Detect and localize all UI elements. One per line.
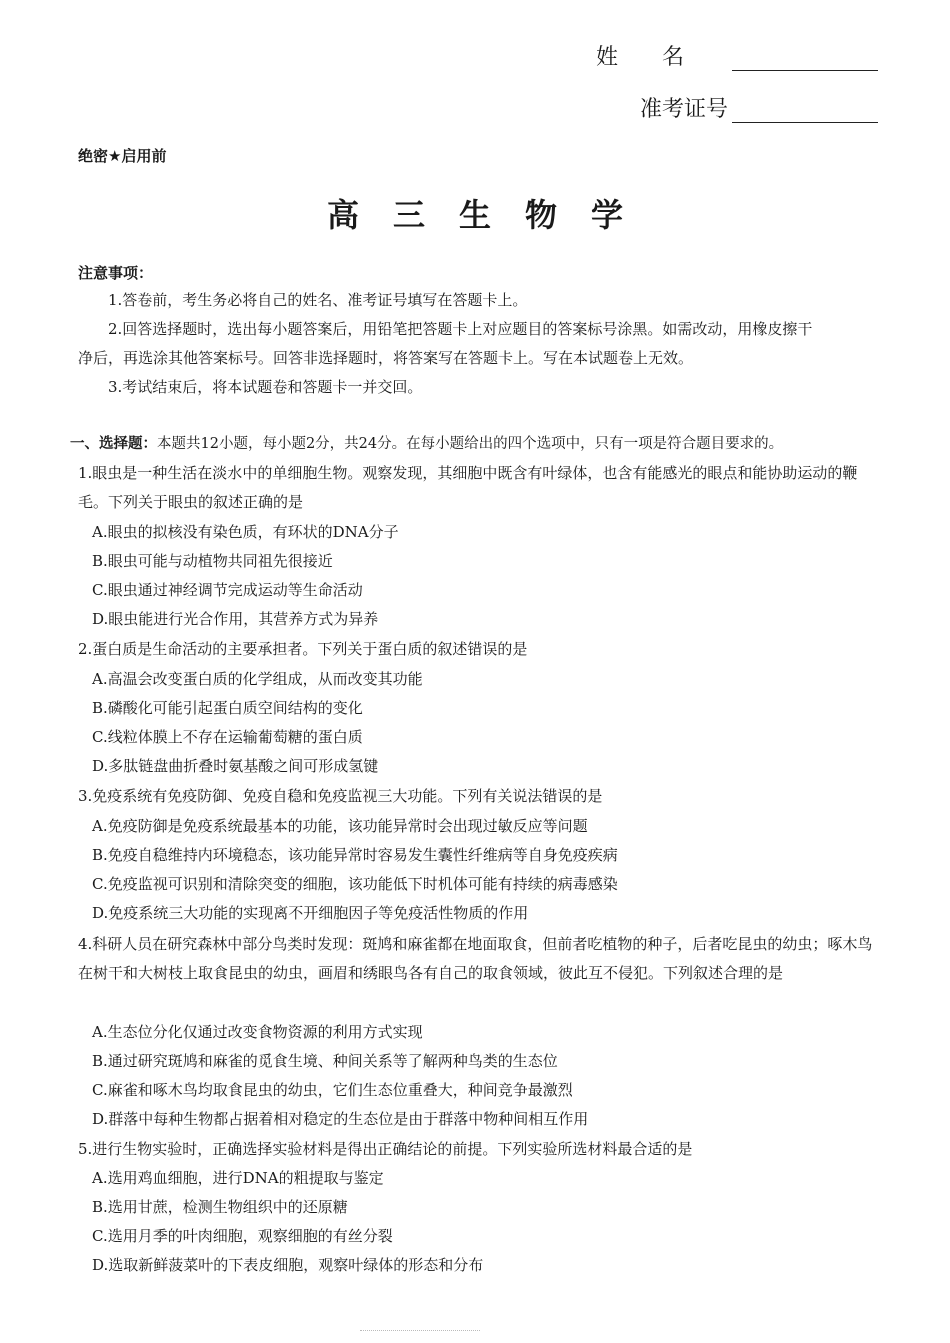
question-option: A.生态位分化仅通过改变食物资源的利用方式实现 bbox=[92, 1023, 423, 1041]
question-option: A.免疫防御是免疫系统最基本的功能，该功能异常时会出现过敏反应等问题 bbox=[92, 817, 588, 835]
notes-heading: 注意事项： bbox=[78, 264, 154, 282]
question-option: B.免疫自稳维持内环境稳态，该功能异常时容易发生囊性纤维病等自身免疫疾病 bbox=[92, 846, 618, 864]
section-description: 本题共12小题，每小题2分，共24分。在每小题给出的四个选项中，只有一项是符合题目要求的。 bbox=[157, 436, 784, 452]
section-heading bbox=[70, 432, 783, 453]
question-option: A.高温会改变蛋白质的化学组成，从而改变其功能 bbox=[92, 670, 423, 688]
note-item: 净后，再选涂其他答案标号。回答非选择题时，将答案写在答题卡上。写在本试题卷上无效。 bbox=[78, 349, 694, 367]
question-option: D.免疫系统三大功能的实现离不开细胞因子等免疫活性物质的作用 bbox=[92, 904, 529, 922]
note-item: 2.回答选择题时，选出每小题答案后，用铅笔把答题卡上对应题目的答案标号涂黑。如需改动，用橡皮擦干 bbox=[108, 320, 813, 338]
question-option: A.选用鸡血细胞，进行DNA的粗提取与鉴定 bbox=[92, 1169, 384, 1187]
question-stem: 1.眼虫是一种生活在淡水中的单细胞生物。观察发现，其细胞中既含有叶绿体，也含有能感光的眼点和能协助运动的鞭毛。下列关于眼虫的叙述正确的是 bbox=[78, 464, 858, 511]
note-item: 3.考试结束后，将本试题卷和答题卡一并交回。 bbox=[108, 378, 423, 396]
question-option: D.多肽链盘曲折叠时氨基酸之间可形成氢键 bbox=[92, 757, 379, 775]
question-option: C.眼虫通过神经调节完成运动等生命活动 bbox=[92, 581, 363, 599]
name-blank-line bbox=[732, 48, 878, 71]
page-footer-mark bbox=[360, 1330, 480, 1337]
question-stem: 4.科研人员在研究森林中部分鸟类时发现：斑鸠和麻雀都在地面取食，但前者吃植物的种子，后者吃昆虫的幼虫；啄木鸟在树干和大树枝上取食昆虫的幼虫，画眉和绣眼鸟各有自己的取食领域，彼此互不侵犯。下列叙述合理的是 bbox=[78, 935, 873, 982]
question-option: B.选用甘蔗，检测生物组织中的还原糖 bbox=[92, 1198, 348, 1216]
question-stem: 2.蛋白质是生命活动的主要承担者。下列关于蛋白质的叙述错误的是 bbox=[78, 640, 528, 658]
confidential-mark: 绝密★启用前 bbox=[78, 147, 167, 165]
name-label: 姓名 bbox=[595, 45, 728, 70]
exam-id-blank-line bbox=[732, 100, 878, 123]
question-option: D.选取新鲜菠菜叶的下表皮细胞，观察叶绿体的形态和分布 bbox=[92, 1256, 484, 1274]
section-title: 一、选择题： bbox=[70, 436, 157, 452]
page-title: 高三生物学 bbox=[326, 196, 657, 234]
question-option: C.选用月季的叶肉细胞，观察细胞的有丝分裂 bbox=[92, 1227, 393, 1245]
question-option: C.免疫监视可识别和清除突变的细胞，该功能低下时机体可能有持续的病毒感染 bbox=[92, 875, 618, 893]
question-option: C.线粒体膜上不存在运输葡萄糖的蛋白质 bbox=[92, 728, 363, 746]
question-stem: 3.免疫系统有免疫防御、免疫自稳和免疫监视三大功能。下列有关说法错误的是 bbox=[78, 787, 603, 805]
note-item: 1.答卷前，考生务必将自己的姓名、准考证号填写在答题卡上。 bbox=[108, 291, 528, 309]
exam-id-field bbox=[640, 92, 878, 123]
question-option: D.眼虫能进行光合作用，其营养方式为异养 bbox=[92, 610, 379, 628]
question-option: A.眼虫的拟核没有染色质，有环状的DNA分子 bbox=[92, 523, 399, 541]
exam-id-label: 准考证号 bbox=[639, 97, 728, 122]
question-option: B.磷酸化可能引起蛋白质空间结构的变化 bbox=[92, 699, 363, 717]
question-option: D.群落中每种生物都占据着相对稳定的生态位是由于群落中物种间相互作用 bbox=[92, 1110, 589, 1128]
question-option: C.麻雀和啄木鸟均取食昆虫的幼虫，它们生态位重叠大，种间竞争最激烈 bbox=[92, 1081, 573, 1099]
name-field bbox=[596, 40, 878, 71]
question-stem: 5.进行生物实验时，正确选择实验材料是得出正确结论的前提。下列实验所选材料最合适的是 bbox=[78, 1140, 693, 1158]
question-option: B.通过研究斑鸠和麻雀的觅食生境、种间关系等了解两种鸟类的生态位 bbox=[92, 1052, 558, 1070]
question-option: B.眼虫可能与动植物共同祖先很接近 bbox=[92, 552, 333, 570]
